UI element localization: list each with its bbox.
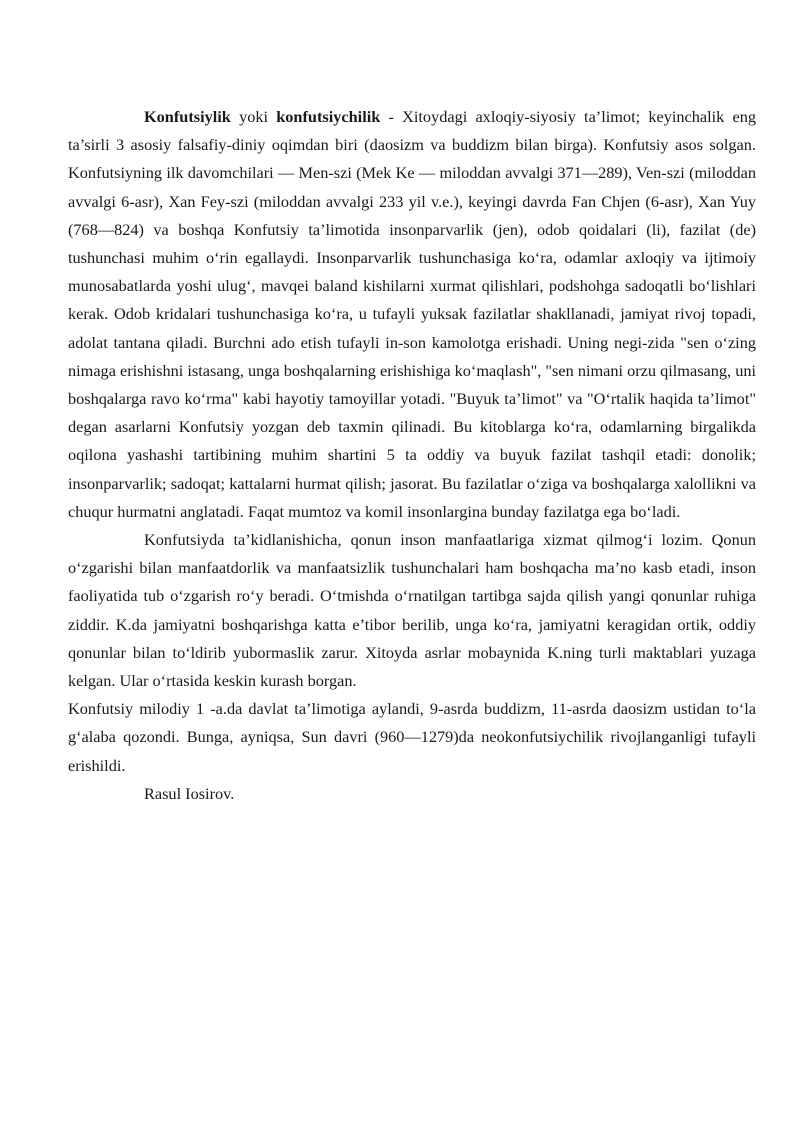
connector-text: yoki [230,107,277,126]
paragraph-intro [68,103,756,526]
term-konfutsiylik: Konfutsiylik [144,107,231,126]
term-konfutsiychilik: konfutsiychilik [276,107,381,126]
paragraph-law: Konfutsiyda ta’kidlanishicha, qonun inson manfaatlariga xizmat qilmog‘i lozim. Qonun o‘zgarishi bilan manfaatdorlik va manfaatsizlik tushunchalari ham boshqacha ma’no kasb etadi, inson faoliyatida tub o‘zgarish ro‘y beradi. O‘tmishda o‘rnatilgan tartibga sajda qilish yangi qonunlar ruhiga ziddir. K.da jamiyatni boshqarishga katta e’tibor berilib, unga ko‘ra, jamiyatni keragidan ortik, oddiy qonunlar bilan to‘ldirib yubormaslik zarur. Xitoyda asrlar mobaynida K.ning turli maktablari yuzaga kelgan. Ular o‘rtasida keskin kurash borgan. [68,530,756,691]
author-signature: Rasul Iosirov. [144,783,235,803]
paragraph-history: Konfutsiy milodiy 1 -a.da davlat ta’limotiga aylandi, 9-asrda buddizm, 11-asrda daosizm ustidan to‘la g‘alaba qozondi. Bunga, ayniqsa, Sun davri (960—1279)da neokonfutsiychilik rivojlanganligi tufayli erishildi. [68,699,756,775]
document-page [68,103,756,808]
paragraph-intro-text: - Xitoydagi axloqiy-siyosiy ta’limot; keyinchalik eng ta’sirli 3 asosiy falsafiy-diniy oqimdan biri (daosizm va buddizm bilan birga). Konfutsiy asos solgan. Konfutsiyning ilk davomchilari — Men-szi (Mek Ke — miloddan avvalgi 371—289), Ven-szi (miloddan avvalgi 6-asr), Xan Fey-szi (miloddan avvalgi 233 yil v.e.), keyingi davrda Fan Chjen (6-asr), Xan Yuy (768—824) va boshqa Konfutsiy ta’limotida insonparvarlik (jen), odob qoidalari (li), fazilat (de) tushunchasi muhim o‘rin egallaydi. Insonparvarlik tushunchasiga ko‘ra, odamlar axloqiy va ijtimoiy munosabatlarda yoshi ulug‘, mavqei baland kishilarni xurmat qilishlari, podshohga sadoqatli bo‘lishlari kerak. Odob kridalari tushunchasiga ko‘ra, u tufayli yuksak fazilatlar shakllanadi, jamiyat rivoj topadi, adolat tantana qiladi. Burchni ado etish tufayli in-son kamolotga erishadi. Uning negi-zida "sen o‘zing nimaga erishishni istasang, unga boshqalarning erishishiga ko‘maqlash", "sen nimani orzu qilmasang, uni boshqalarga ravo ko‘rma" kabi hayotiy tamoyillar yotadi. "Buyuk ta’limot" va "O‘rtalik haqida ta’limot" degan asarlarni Konfutsiy yozgan deb taxmin qilinadi. Bu kitoblarga ko‘ra, odamlarning birgalikda oqilona yashashi tartibining muhim shartini 5 ta oddiy va buyuk fazilat tashqil etadi: donolik; insonparvarlik; sadoqat; kattalarni hurmat qilish; jasorat. Bu fazilatlar o‘ziga va boshqalarga xalollikni va chuqur hurmatni anglatadi. Faqat mumtoz va komil insonlargina bunday fazilatga ega bo‘ladi. [68,107,756,521]
